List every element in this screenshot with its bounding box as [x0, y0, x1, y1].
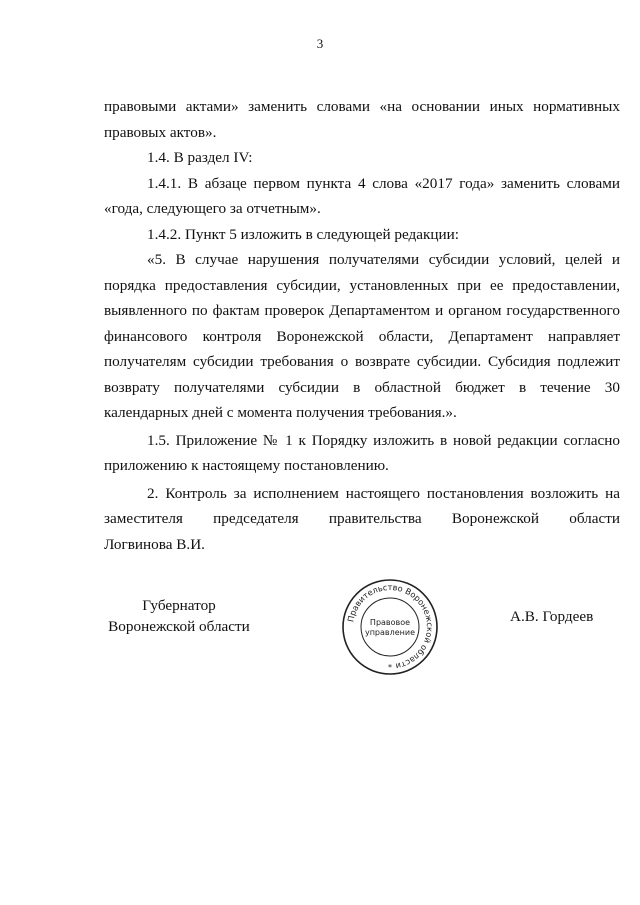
stamp-seal [340, 577, 440, 677]
stamp-ring-text: Правительство Воронежской области [345, 581, 436, 672]
paragraph: 2. Контроль за исполнением настоящего постановления возложить на заместителя председателя правительства Воронежской области [104, 484, 620, 527]
text-line: 1.4.1. В абзаце первом пункта 4 слова «2017 года» заменить словами [147, 174, 620, 192]
document-body [104, 94, 620, 557]
signature-block [0, 581, 640, 695]
page-number: 3 [316, 36, 324, 51]
signatory-title [104, 595, 254, 637]
quoted-paragraph: «5. В случае нарушения получателями субсидии условий, целей и порядка предоставления субсидии, установленных при ее предоставлении, выявленного по фактам проверок Департаментом и органом государственного финансового контроля Воронежской области, Департамент направляет получателям субсидии требования о возврате субсидии. Субсидия подлежит возврату получателями субсидии в областной бюджет в течение 30 календарных дней с момента получения требования.». [104, 251, 620, 421]
text-line: «года, следующего за отчетным». [104, 200, 321, 217]
signatory-title-line: Губернатор [142, 597, 216, 614]
text-line: правовыми актами» заменить словами «на основании иных нормативных [104, 98, 620, 115]
signatory-name: А.В. Гордеев [510, 608, 594, 625]
section-heading: 1.4. В раздел IV: [147, 149, 253, 166]
stamp-center-text: управление [364, 628, 416, 637]
text-line: Логвинова В.И. [104, 535, 205, 553]
paragraph: 1.5. Приложение № 1 к Порядку изложить в новой редакции согласно приложению к настоящему постановлению. [104, 431, 620, 474]
stamp-star-icon: * [388, 663, 392, 672]
signatory-title-line: Воронежской области [108, 618, 250, 635]
text-line: правовых актов». [104, 123, 217, 141]
text-line: 1.4.2. Пункт 5 изложить в следующей редакции: [147, 225, 460, 243]
stamp-center-text: Правовое [369, 618, 411, 627]
